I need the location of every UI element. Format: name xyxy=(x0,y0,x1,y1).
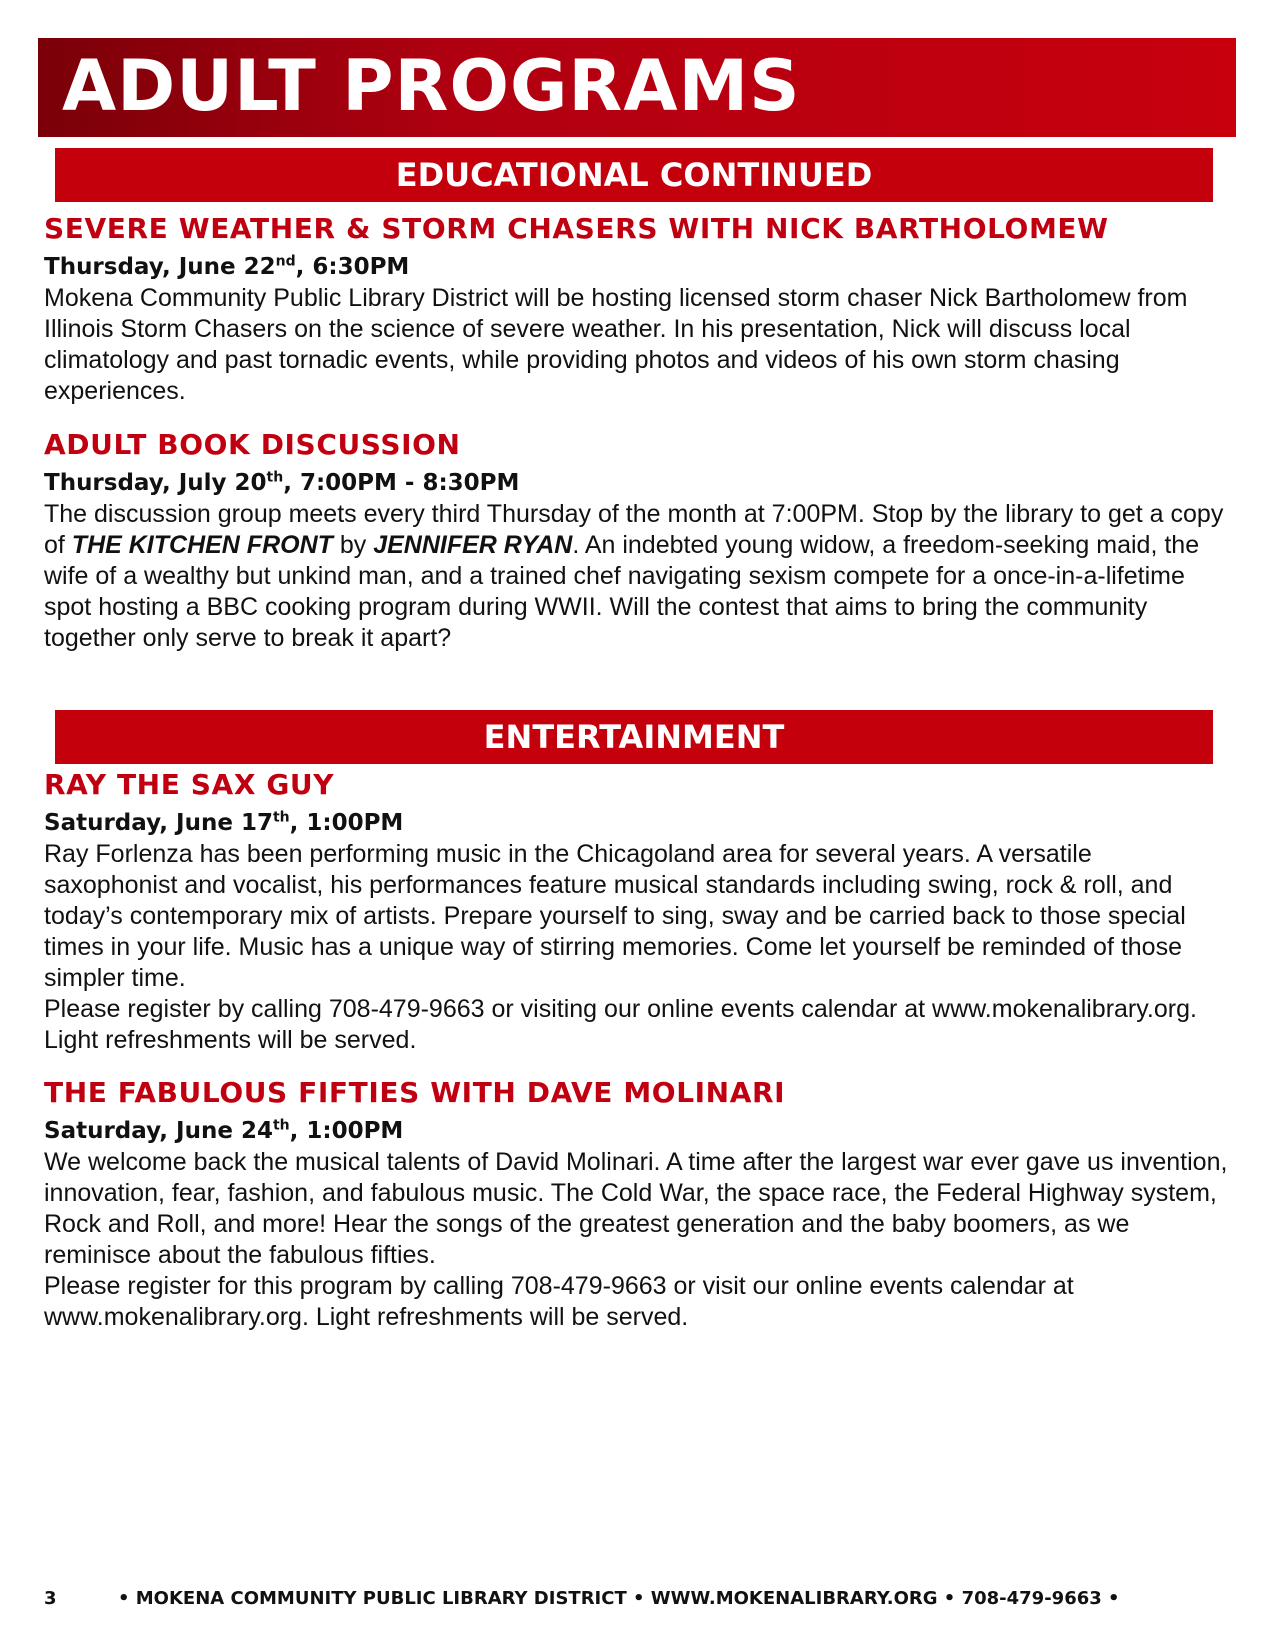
event-description: We welcome back the musical talents of David Molinari. A time after the largest war ever gave us invention, innovation, fear, fashion, and fabulous music. The Cold War, the space race, the Federal Highway system, Rock and Roll, and more! Hear the songs of the greatest generation and the baby boomers, as we reminisce about the fabulous fifties. xyxy=(44,1148,1228,1269)
event-title: SEVERE WEATHER & STORM CHASERS WITH NICK BARTHOLOMEW xyxy=(44,212,1109,245)
book-author: JENNIFER RYAN xyxy=(373,531,573,559)
event-date: Saturday, June 17th, 1:00PM xyxy=(44,809,404,836)
event-description: Ray Forlenza has been performing music in the Chicagoland area for several years. A versatile saxophonist and vocalist, his performances feature musical standards including swing, rock & roll, and today’s contemporary mix of artists. Prepare yourself to sing, sway and be carried back to those special times in your life. Music has a unique way of stirring memories. Come let yourself be reminded of those simpler time. xyxy=(44,840,1186,992)
event-registration: Please register for this program by calling 708-479-9663 or visit our online events calendar at www.mokenalibrary.org. Light refreshments will be served. xyxy=(44,1272,1074,1331)
event-date: Thursday, July 20th, 7:00PM - 8:30PM xyxy=(44,469,520,496)
event-title: ADULT BOOK DISCUSSION xyxy=(44,428,461,461)
page-number: 3 xyxy=(44,1588,57,1609)
event-date: Thursday, June 22nd, 6:30PM xyxy=(44,253,410,280)
footer-contact-line: • MOKENA COMMUNITY PUBLIC LIBRARY DISTRICT • WWW.MOKENALIBRARY.ORG • 708-479-9663 • xyxy=(118,1588,1120,1609)
event-description: Mokena Community Public Library District will be hosting licensed storm chaser Nick Bartholomew from Illinois Storm Chasers on the science of severe weather. In his presentation, Nick will discuss local climatology and past tornadic events, while providing photos and videos of his own storm chasing experiences. xyxy=(44,284,1188,405)
event-title: THE FABULOUS FIFTIES WITH DAVE MOLINARI xyxy=(44,1076,786,1109)
event-fabulous-fifties xyxy=(44,1075,1229,1333)
event-ray-sax-guy xyxy=(44,767,1229,1056)
event-title: RAY THE SAX GUY xyxy=(44,768,335,801)
event-registration: Please register by calling 708-479-9663 or visiting our online events calendar at www.mokenalibrary.org. Light refreshments will be served. xyxy=(44,995,1197,1054)
page-footer xyxy=(44,1584,1244,1614)
section-header-entertainment: ENTERTAINMENT xyxy=(55,710,1213,764)
section-header-educational: EDUCATIONAL CONTINUED xyxy=(55,148,1213,202)
event-storm-chasers xyxy=(44,211,1229,407)
event-date: Saturday, June 24th, 1:00PM xyxy=(44,1117,404,1144)
event-book-discussion xyxy=(44,427,1229,654)
event-description: The discussion group meets every third Thursday of the month at 7:00PM. Stop by the library to get a copy of THE KITCHEN FRONT by JENNIFER RYAN. An indebted young widow, a freedom-seeking maid, the wife of a wealthy but unkind man, and a trained chef navigating sexism compete for a once-in-a-lifetime spot hosting a BBC cooking program during WWII. Will the contest that aims to bring the community together only serve to break it apart? xyxy=(44,500,1224,652)
page-title: ADULT PROGRAMS xyxy=(62,45,801,127)
book-title: THE KITCHEN FRONT xyxy=(71,531,333,559)
